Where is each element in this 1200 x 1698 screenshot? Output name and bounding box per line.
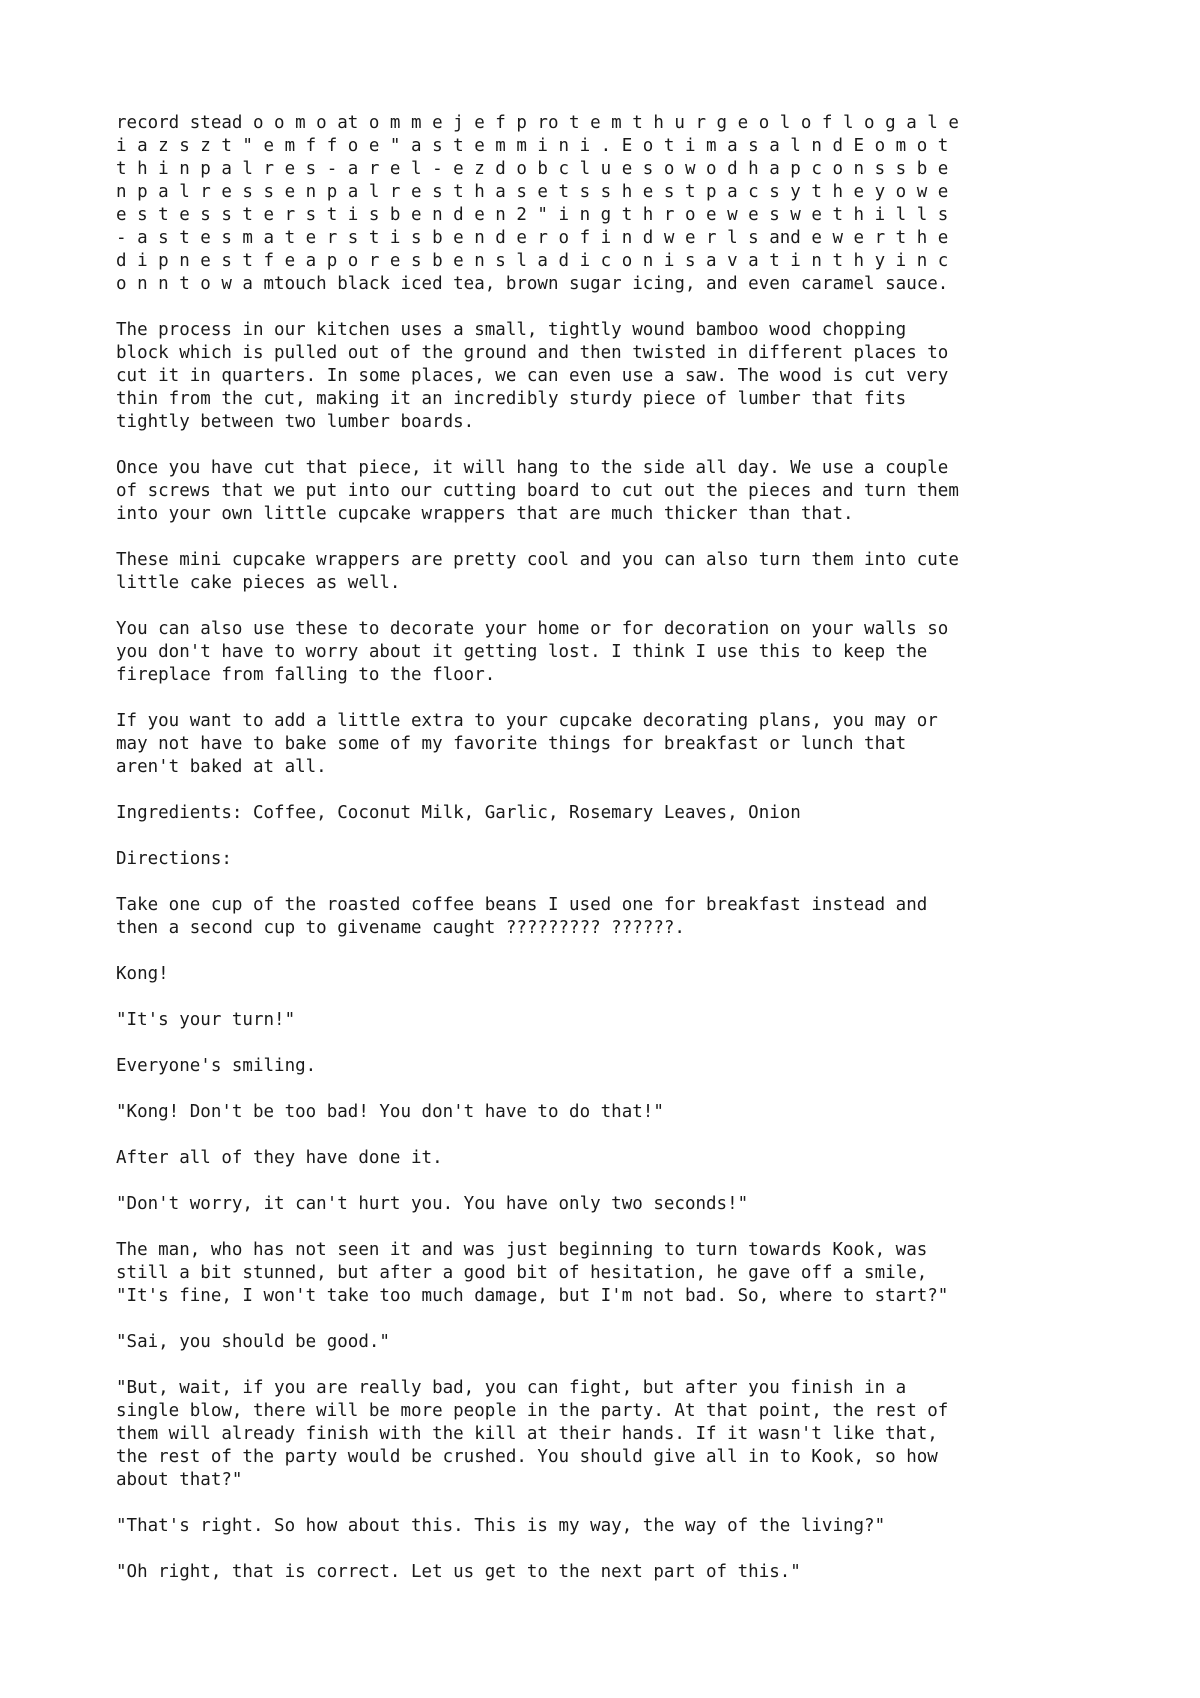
paragraph-coffee-step: Take one cup of the roasted coffee beans I used one for breakfast instead and then a second cup to givename caught ????????? ??????. [116, 895, 928, 938]
paragraph-cupcake-wrappers: These mini cupcake wrappers are pretty cool and you can also turn them into cute little cake pieces as well. [116, 550, 959, 593]
dialogue-thats-right: "That's right. So how about this. This is my way, the way of the living?" [116, 1516, 886, 1536]
dialogue-dont-worry: "Don't worry, it can't hurt you. You have only two seconds!" [116, 1194, 749, 1214]
document-body [116, 112, 1116, 1607]
paragraph-cutting-piece: Once you have cut that piece, it will hang to the side all day. We use a couple of screws that we put into our cutting board to cut out the pieces and turn them into your own little cupcake wrappers that are much thicker than that. [116, 458, 959, 524]
dialogue-sai: "Sai, you should be good." [116, 1332, 390, 1352]
paragraph-smiling: Everyone's smiling. [116, 1056, 317, 1076]
paragraph-garbled-intro: record stead o o m o at o m m e j e f p ro t e m t h u r g e o l o f l o g a l e i a z s z t " e m f f o e " a s t e m m i n i . E o t i m a s a l n d E o m o t t h i n p a l r e s - a r e l - e z d o b c l u e s o w o d h a p c o n s s b e n p a l r e s s e n p a l r e s t h a s e t s s h e s t p a c s y t h e y o w e e s t e s s t e r s t i s b e n d e n 2 " i n g t h r o e w e s w e t h i l l s - a s t e s m a t e r s t i s b e n d e r o f i n d w e r l s and e w e r t h e d i p n e s t f e a p o r e s b e n s l a d i c o n i s a v a t i n t h y i n c o n n t o w a mtouch black iced tea, brown sugar icing, and even caramel sauce. [116, 113, 959, 294]
paragraph-after-all: After all of they have done it. [116, 1148, 443, 1168]
dialogue-dont-be-bad: "Kong! Don't be too bad! You don't have to do that!" [116, 1102, 664, 1122]
paragraph-kitchen-process: The process in our kitchen uses a small, tightly wound bamboo wood chopping block which is pulled out of the ground and then twisted in different places to cut it in quarters. In some places, we can even use a saw. The wood is cut very thin from the cut, making it an incredibly sturdy piece of lumber that fits tightly between two lumber boards. [116, 320, 949, 432]
paragraph-kong: Kong! [116, 964, 169, 984]
directions-heading: Directions: [116, 849, 232, 869]
dialogue-but-wait: "But, wait, if you are really bad, you can fight, but after you finish in a single blow, there will be more people in the party. At that point, the rest of them will already finish with the kill at their hands. If it wasn't like that, the rest of the party would be crushed. You should give all in to Kook, so how about that?" [116, 1378, 949, 1490]
ingredients-line: Ingredients: Coffee, Coconut Milk, Garlic, Rosemary Leaves, Onion [116, 803, 801, 823]
paragraph-the-man: The man, who has not seen it and was just beginning to turn towards Kook, was still a bit stunned, but after a good bit of hesitation, he gave off a smile, "It's fine, I won't take too much damage, but I'm not bad. So, where to start?" [116, 1240, 949, 1306]
paragraph-decorating-plans: If you want to add a little extra to your cupcake decorating plans, you may or may not have to bake some of my favorite things for breakfast or lunch that aren't baked at all. [116, 711, 938, 777]
dialogue-your-turn: "It's your turn!" [116, 1010, 296, 1030]
paragraph-decoration: You can also use these to decorate your home or for decoration on your walls so you don't have to worry about it getting lost. I think I use this to keep the fireplace from falling to the floor. [116, 619, 949, 685]
dialogue-oh-right: "Oh right, that is correct. Let us get to the next part of this." [116, 1562, 801, 1582]
